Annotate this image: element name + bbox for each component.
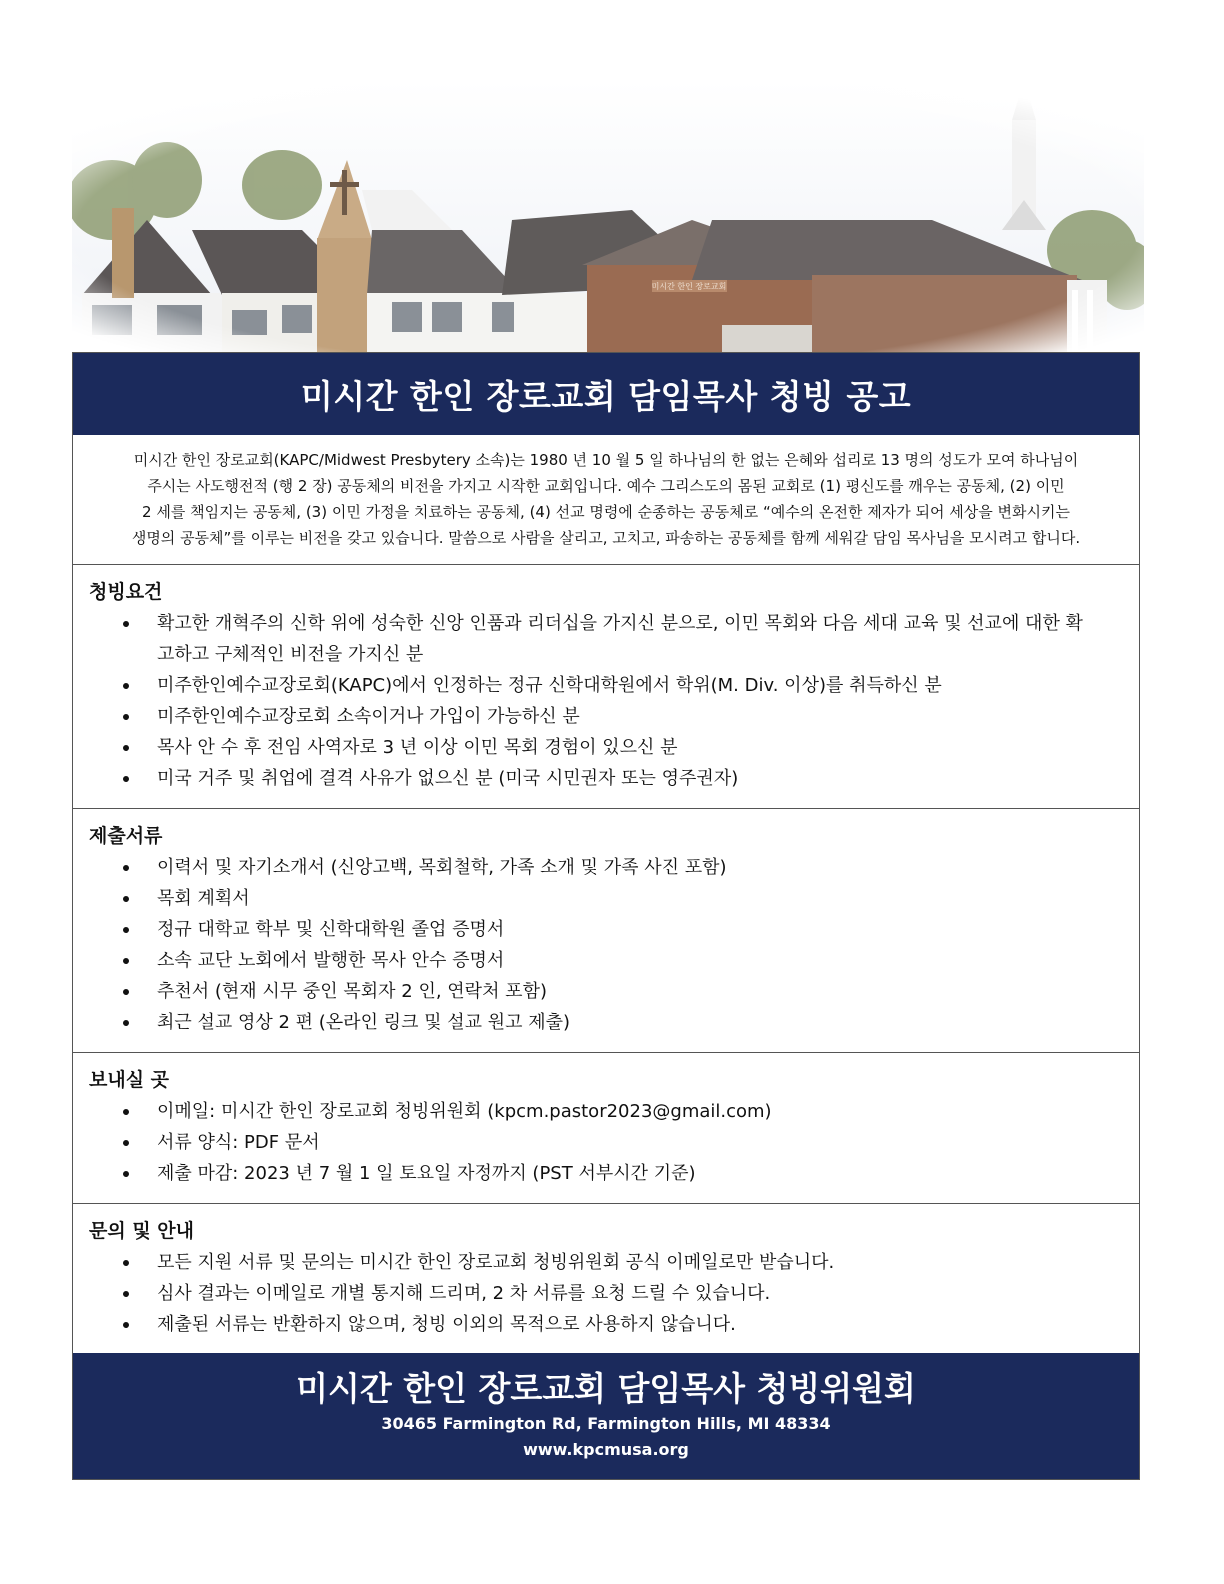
section-heading: 청빙요건 — [89, 581, 163, 603]
footer-banner — [73, 1353, 1139, 1479]
intro-line: 미시간 한인 장로교회(KAPC/Midwest Presbytery 소속)는 1980 년 10 월 5 일 하나님의 한 없는 은혜와 섭리로 13 명의 성도가 모여 하나님이 — [133, 451, 1079, 469]
list-item: 최근 설교 영상 2 편 (온라인 링크 및 설교 원고 제출) — [89, 1007, 1123, 1038]
section-heading: 제출서류 — [89, 825, 163, 847]
church-banner-image — [72, 80, 1144, 355]
intro-paragraph — [73, 435, 1139, 565]
list-item: 미주한인예수교장로회 소속이거나 가입이 가능하신 분 — [89, 701, 1123, 732]
job-posting-document — [72, 352, 1140, 1480]
list-item: 정규 대학교 학부 및 신학대학원 졸업 증명서 — [89, 914, 1123, 945]
inquiry-list — [89, 1247, 1123, 1340]
inquiry-section — [73, 1204, 1139, 1355]
list-item: 소속 교단 노회에서 발행한 목사 안수 증명서 — [89, 945, 1123, 976]
list-item: 모든 지원 서류 및 문의는 미시간 한인 장로교회 청빙위원회 공식 이메일로만 받습니다. — [89, 1247, 1123, 1278]
list-item: 확고한 개혁주의 신학 위에 성숙한 신앙 인품과 리더십을 가지신 분으로, 이민 목회와 다음 세대 교육 및 선교에 대한 확고하고 구체적인 비전을 가지신 분 — [89, 608, 1123, 670]
list-item: 목사 안 수 후 전임 사역자로 3 년 이상 이민 목회 경험이 있으신 분 — [89, 732, 1123, 763]
list-item: 미주한인예수교장로회(KAPC)에서 인정하는 정규 신학대학원에서 학위(M. Div. 이상)를 취득하신 분 — [89, 670, 1123, 701]
footer-website-link[interactable]: www.kpcmusa.org — [523, 1440, 689, 1459]
requirements-section — [73, 565, 1139, 809]
list-item: 제출된 서류는 반환하지 않으며, 청빙 이외의 목적으로 사용하지 않습니다. — [89, 1309, 1123, 1340]
intro-line: 2 세를 책임지는 공동체, (3) 이민 가정을 치료하는 공동체, (4) 선교 명령에 순종하는 공동체로 “예수의 온전한 제자가 되어 세상을 변화시키는 — [142, 503, 1070, 521]
list-item: 목회 계획서 — [89, 883, 1123, 914]
footer-address: 30465 Farmington Rd, Farmington Hills, MI 48334 — [381, 1414, 831, 1433]
documents-section — [73, 809, 1139, 1053]
section-heading: 보내실 곳 — [89, 1069, 170, 1091]
section-heading: 문의 및 안내 — [89, 1220, 194, 1242]
list-item: 제출 마감: 2023 년 7 월 1 일 토요일 자정까지 (PST 서부시간 기준) — [89, 1158, 1123, 1189]
title-banner — [73, 353, 1139, 435]
intro-line: 생명의 공동체”를 이루는 비전을 갖고 있습니다. 말씀으로 사람을 살리고, 고치고, 파송하는 공동체를 함께 세워갈 담임 목사님을 모시려고 합니다. — [131, 529, 1081, 547]
footer-title: 미시간 한인 장로교회 담임목사 청빙위원회 — [296, 1369, 916, 1408]
list-item: 심사 결과는 이메일로 개별 통지해 드리며, 2 차 서류를 요청 드릴 수 있습니다. — [89, 1278, 1123, 1309]
list-item: 서류 양식: PDF 문서 — [89, 1127, 1123, 1158]
page-title: 미시간 한인 장로교회 담임목사 청빙 공고 — [300, 376, 912, 416]
documents-list — [89, 852, 1123, 1038]
list-item: 미국 거주 및 취업에 결격 사유가 없으신 분 (미국 시민권자 또는 영주권자) — [89, 763, 1123, 794]
submission-section — [73, 1053, 1139, 1204]
list-item: 추천서 (현재 시무 중인 목회자 2 인, 연락처 포함) — [89, 976, 1123, 1007]
intro-line: 주시는 사도행전적 (행 2 장) 공동체의 비전을 가지고 시작한 교회입니다. 예수 그리스도의 몸된 교회로 (1) 평신도를 깨우는 공동체, (2) 이민 — [147, 477, 1065, 495]
list-item: 이력서 및 자기소개서 (신앙고백, 목회철학, 가족 소개 및 가족 사진 포함) — [89, 852, 1123, 883]
submission-list — [89, 1096, 1123, 1189]
list-item: 이메일: 미시간 한인 장로교회 청빙위원회 (kpcm.pastor2023@gmail.com) — [89, 1096, 1123, 1127]
requirements-list — [89, 608, 1123, 794]
